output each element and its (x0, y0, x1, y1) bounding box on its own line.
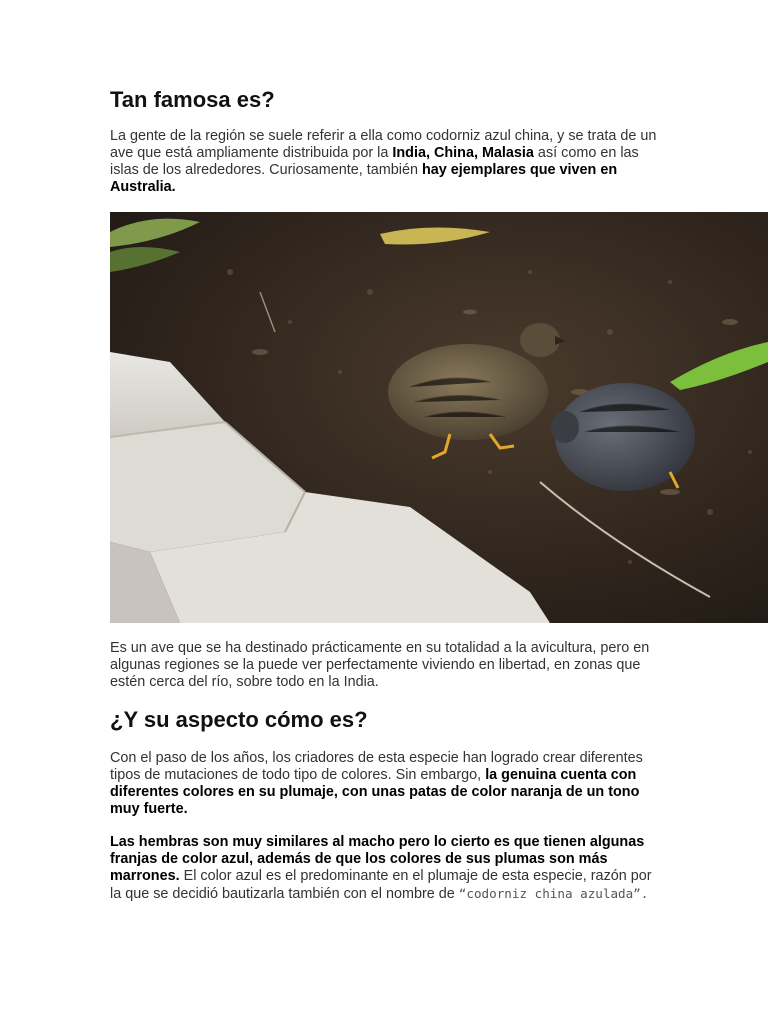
text-run: así como en las islas de los alrededores. Curiosamente, también (110, 145, 639, 178)
paragraph-mutations (110, 750, 658, 818)
text-run: El color azul es el predominante en el plumaje de esta especie, razón por la que se decidió bautizarla también con el nombre de (110, 868, 652, 902)
quoted-name: “codorniz china azulada”. (458, 886, 649, 901)
paragraph-females (110, 834, 658, 903)
bold-run-countries: India, China, Malasia (392, 145, 534, 161)
paragraph-aviculture: Es un ave que se ha destinado prácticamente en su totalidad a la avicultura, pero en algunas regiones se la puede ver perfectamente viviendo en libertad, en zonas que estén cerca del río, sobre todo en la India. (110, 640, 650, 690)
text-run: Con el paso de los años, los criadores de esta especie han logrado crear diferentes tipos de mutaciones de todo tipo de colores. Sin embargo, (110, 750, 643, 783)
bold-run-plumage: la genuina cuenta con diferentes colores en su plumaje, con unas patas de color naranja de un tono muy fuerte. (110, 767, 640, 817)
quail-photo-illustration (110, 212, 768, 623)
paragraph-distribution (110, 128, 670, 196)
quail-photo (110, 212, 768, 623)
bold-run-australia: hay ejemplares que viven en Australia. (110, 162, 618, 195)
section-heading-appearance: ¿Y su aspecto cómo es? (110, 707, 368, 732)
section-heading-famous: Tan famosa es? (110, 87, 275, 112)
bold-run-females: Las hembras son muy similares al macho pero lo cierto es que tienen algunas franjas de color azul, además de que los colores de sus plumas son más marrones. (110, 834, 645, 884)
text-run: La gente de la región se suele referir a ella como codorniz azul china, y se trata de un ave que está ampliamente distribuida por la (110, 128, 657, 161)
